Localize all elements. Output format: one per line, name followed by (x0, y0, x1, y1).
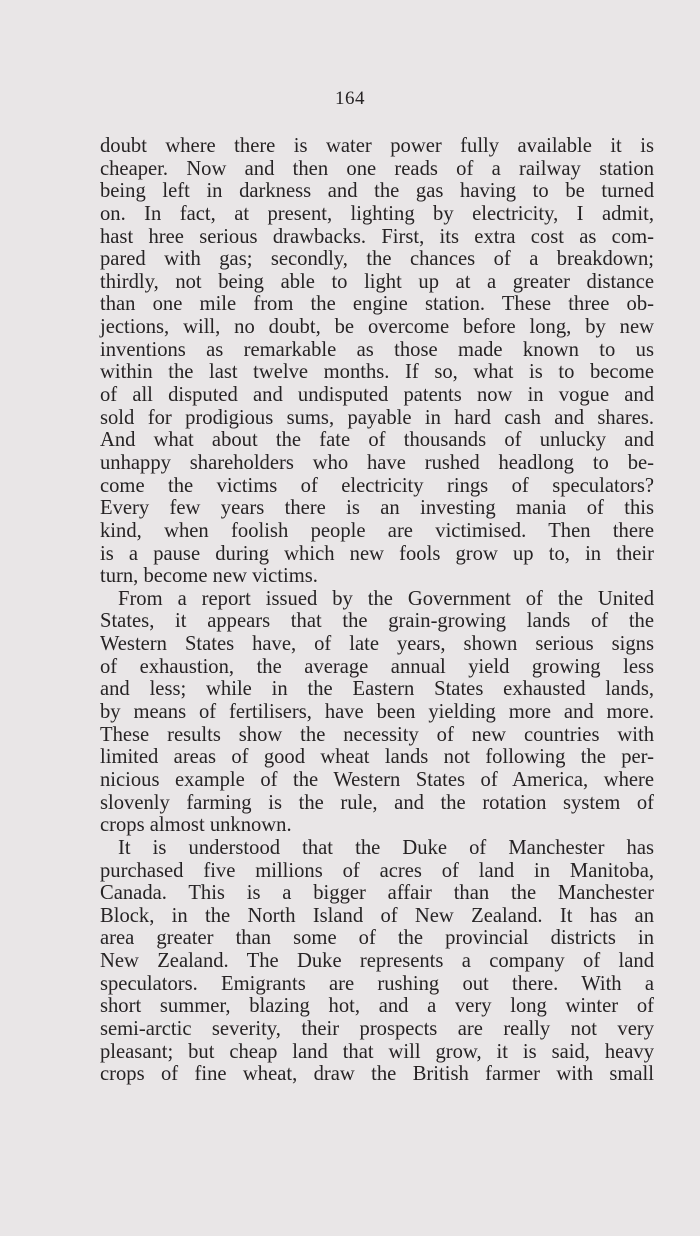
text-line: slovenly farming is the rule, and the rotation system of (100, 791, 654, 814)
text-line: crops almost unknown. (100, 814, 292, 837)
text-line: unhappy shareholders who have rushed headlong to be- (100, 451, 654, 474)
paragraph-1 (100, 135, 654, 588)
text-line: speculators. Emigrants are rushing out there. With a (100, 972, 654, 995)
text-line: short summer, blazing hot, and a very long winter of (100, 995, 654, 1018)
text-line: sold for prodigious sums, payable in hard cash and shares. (100, 406, 654, 429)
paragraph-3 (100, 837, 654, 1086)
text-line: jections, will, no doubt, be overcome before long, by new (100, 316, 654, 339)
text-line: purchased five millions of acres of land in Manitoba, (100, 859, 654, 882)
text-line: come the victims of electricity rings of speculators? (100, 474, 654, 497)
text-line: limited areas of good wheat lands not following the per- (100, 746, 654, 769)
text-line: area greater than some of the provincial districts in (100, 927, 654, 950)
text-line: and less; while in the Eastern States exhausted lands, (100, 678, 654, 701)
text-line: is a pause during which new fools grow up to, in their (100, 542, 654, 565)
text-line: hast hree serious drawbacks. First, its extra cost as com- (100, 225, 654, 248)
text-line: of all disputed and undisputed patents now in vogue and (100, 384, 654, 407)
text-line: New Zealand. The Duke represents a company of land (100, 950, 654, 973)
text-line: kind, when foolish people are victimised. Then there (100, 519, 654, 542)
text-line: thirdly, not being able to light up at a greater distance (100, 270, 654, 293)
text-line: doubt where there is water power fully available it is (100, 135, 654, 157)
text-line: Every few years there is an investing mania of this (100, 497, 654, 520)
text-line: inventions as remarkable as those made known to us (100, 338, 654, 361)
text-line: pleasant; but cheap land that will grow, it is said, heavy (100, 1040, 654, 1063)
text-line: These results show the necessity of new countries with (100, 723, 654, 746)
text-line: turn, become new victims. (100, 565, 318, 588)
text-line: From a report issued by the Government of the United (118, 587, 654, 610)
text-line: pared with gas; secondly, the chances of a breakdown; (100, 248, 654, 271)
text-line: on. In fact, at present, lighting by electricity, I admit, (100, 202, 654, 225)
text-line: cheaper. Now and then one reads of a railway station (100, 157, 654, 180)
text-line: States, it appears that the grain-growing lands of the (100, 610, 654, 633)
text-line: than one mile from the engine station. These three ob- (100, 293, 654, 316)
text-line: semi-arctic severity, their prospects are really not very (100, 1017, 654, 1040)
text-line: Western States have, of late years, shown serious signs (100, 633, 654, 656)
text-line: Block, in the North Island of New Zealand. It has an (100, 904, 654, 927)
paragraph-2 (100, 588, 654, 837)
text-line: of exhaustion, the average annual yield growing less (100, 655, 654, 678)
page-number: 164 (335, 88, 365, 109)
text-line: by means of fertilisers, have been yielding more and more. (100, 701, 654, 724)
text-line: within the last twelve months. If so, what is to become (100, 361, 654, 384)
body-text (100, 135, 654, 1086)
text-line: being left in darkness and the gas having to be turned (100, 180, 654, 203)
text-line: nicious example of the Western States of America, where (100, 768, 654, 791)
text-line: It is understood that the Duke of Manchester has (118, 836, 654, 859)
text-line: crops of fine wheat, draw the British farmer with small (100, 1063, 654, 1086)
text-line: And what about the fate of thousands of unlucky and (100, 429, 654, 452)
text-line: Canada. This is a bigger affair than the Manchester (100, 882, 654, 905)
